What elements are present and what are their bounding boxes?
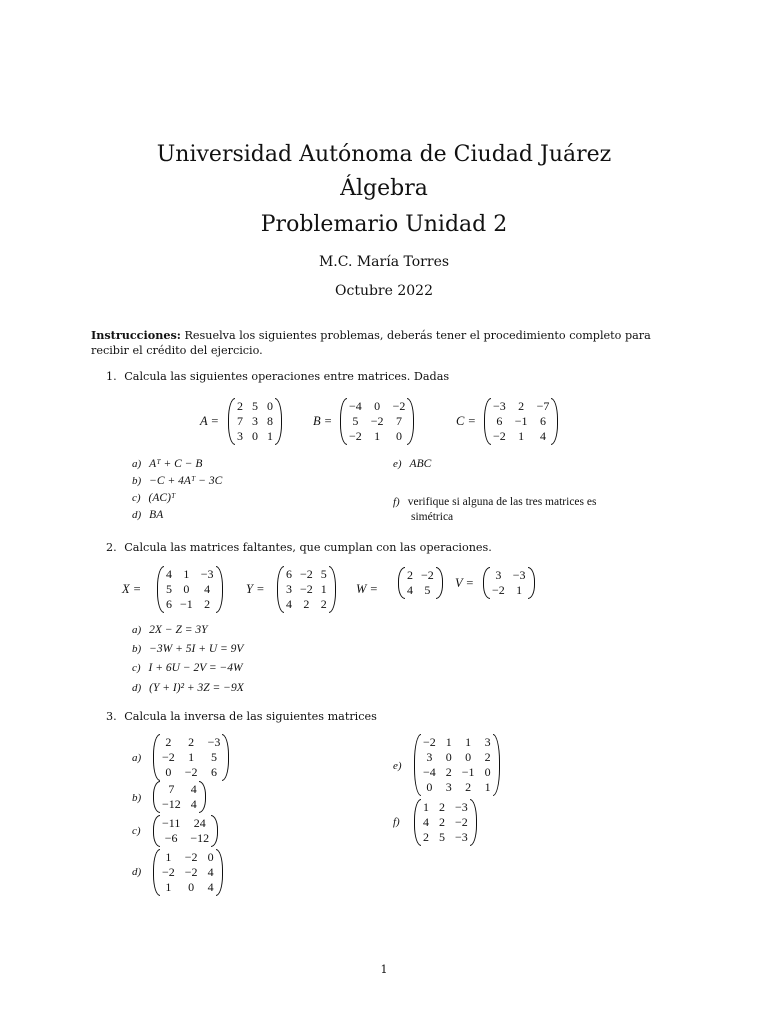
matrix-entry: 1 — [374, 429, 381, 443]
matrix-entry: 1 — [423, 800, 429, 814]
right-paren — [329, 566, 336, 613]
problem-3-heading — [106, 709, 377, 724]
matrix-entry: 7 — [237, 414, 243, 428]
matrix-name: V = — [455, 576, 474, 590]
p2-item-c — [132, 662, 243, 674]
p1-item-b — [132, 475, 222, 487]
matrix-entry: −2 — [421, 568, 434, 582]
left-paren — [153, 815, 160, 847]
matrix-entry: 6 — [286, 567, 292, 581]
left-paren — [398, 567, 405, 599]
item-label: f) — [393, 816, 400, 828]
matrix-entry: −3 — [455, 830, 468, 844]
matrix-entry: 2 — [484, 750, 491, 764]
right-paren — [436, 567, 443, 599]
p1-item-e — [393, 458, 431, 470]
left-paren — [414, 799, 421, 846]
matrix-entry: 0 — [165, 765, 172, 779]
matrix-entry: −2 — [492, 583, 505, 597]
item-expression: −3W + 5I + U = 9V — [149, 643, 244, 655]
matrix-entry: 4 — [423, 815, 429, 829]
matrix-entry: 2 — [320, 597, 327, 611]
right-paren — [551, 398, 558, 445]
left-paren — [484, 398, 491, 445]
matrix-entry: 1 — [320, 582, 327, 596]
matrix-entry: 5 — [210, 750, 217, 764]
item-expression: Aᵀ + C − B — [149, 458, 203, 470]
instructions — [91, 328, 671, 358]
matrix-entry: 4 — [204, 582, 211, 596]
matrix-entry: 1 — [465, 735, 472, 749]
matrix-entry: 0 — [267, 399, 273, 413]
matrix-entry: −1 — [461, 765, 475, 779]
matrix-entry: 0 — [183, 582, 190, 596]
item-label: e) — [393, 760, 402, 772]
matrix-name: X = — [122, 582, 142, 596]
matrix — [398, 567, 443, 599]
right-paren — [528, 567, 535, 599]
matrix-entry: −2 — [455, 815, 468, 829]
left-paren — [153, 734, 160, 781]
matrix-entry: 2 — [465, 780, 472, 794]
matrix-entry: −3 — [493, 399, 506, 413]
item-label: b) — [132, 475, 142, 487]
matrix-entry: −3 — [200, 567, 214, 581]
left-paren — [340, 398, 347, 445]
matrix-entry: 4 — [166, 567, 172, 581]
matrix-entry: 1 — [267, 429, 273, 443]
left-paren — [277, 566, 284, 613]
item-expression: 2X − Z = 3Y — [149, 624, 208, 636]
matrix — [153, 849, 223, 896]
matrix-entry: 3 — [286, 582, 292, 596]
matrix-entry: 1 — [516, 583, 523, 597]
matrix — [483, 567, 535, 599]
right-paren — [216, 849, 223, 896]
matrix-entry: 4 — [190, 797, 197, 811]
matrix — [414, 799, 477, 846]
matrix-entry: 4 — [539, 429, 546, 443]
item-expression-2: simétrica — [411, 511, 454, 523]
matrix-entry: 5 — [320, 567, 327, 581]
matrix-entry: −12 — [162, 797, 181, 811]
matrix-entry: −2 — [162, 865, 175, 879]
left-paren — [414, 734, 421, 796]
matrix — [153, 815, 218, 847]
university-title: Universidad Autónoma de Ciudad Juárez — [156, 142, 612, 167]
left-paren — [153, 849, 160, 896]
matrix-entry: −2 — [300, 582, 313, 596]
matrix-entry: 2 — [407, 568, 413, 582]
matrix — [228, 398, 282, 445]
date: Octubre 2022 — [335, 283, 433, 299]
matrix — [157, 566, 223, 613]
matrix-entry: −2 — [184, 865, 198, 879]
right-paren — [199, 781, 206, 813]
p1-item-f — [393, 495, 663, 525]
instructions-text: Resuelva los siguientes problemas, deberás tener el procedimiento completo para — [184, 329, 651, 342]
matrix-entry: 2 — [445, 765, 452, 779]
subject-title: Álgebra — [340, 176, 428, 201]
right-paren — [222, 734, 229, 781]
p1-item-c — [132, 492, 175, 504]
matrix-entry: 8 — [267, 414, 273, 428]
matrix-entry: −3 — [207, 735, 221, 749]
item-label: a) — [132, 624, 142, 636]
matrix-entry: 6 — [496, 414, 503, 428]
matrix-entry: 1 — [445, 735, 452, 749]
item-expression: −C + 4Aᵀ − 3C — [149, 475, 223, 487]
matrix — [414, 734, 500, 796]
matrix-entry: 5 — [424, 583, 431, 597]
matrix-entry: 0 — [484, 765, 491, 779]
problem-1-heading — [106, 369, 449, 384]
matrix-name: B = — [313, 414, 333, 428]
problem-text: Calcula las siguientes operaciones entre matrices. Dadas — [124, 370, 450, 383]
matrix-entry: 2 — [165, 735, 172, 749]
matrix-entry: 3 — [237, 429, 243, 443]
matrix — [340, 398, 414, 445]
matrix-entry: 7 — [168, 782, 175, 796]
matrix-entry: 2 — [439, 800, 445, 814]
matrix-name: W = — [356, 582, 378, 596]
right-paren — [275, 398, 282, 445]
matrix-entry: −1 — [180, 597, 193, 611]
matrix-entry: −2 — [184, 850, 198, 864]
matrix-entry: 6 — [539, 414, 546, 428]
matrix-entry: −12 — [190, 831, 210, 845]
matrix-entry: 3 — [426, 750, 433, 764]
item-label: f) — [393, 496, 400, 508]
item-expression: BA — [149, 509, 164, 521]
matrix-entry: −2 — [392, 399, 406, 413]
matrix-entry: 0 — [252, 429, 258, 443]
matrix-entry: 2 — [423, 830, 429, 844]
matrix — [484, 398, 558, 445]
matrix-entry: 3 — [484, 735, 491, 749]
matrix-entry: 0 — [207, 850, 214, 864]
matrix-entry: 2 — [439, 815, 445, 829]
item-label: c) — [132, 492, 141, 504]
p1-item-a — [132, 458, 202, 470]
problem-2-heading — [106, 540, 492, 555]
matrix-entry: 0 — [395, 429, 402, 443]
p2-item-b — [132, 643, 243, 655]
matrix-entry: −2 — [300, 567, 313, 581]
item-label: b) — [132, 643, 142, 655]
unit-title: Problemario Unidad 2 — [260, 212, 508, 237]
matrix-entry: −3 — [455, 800, 468, 814]
matrix-entry: −2 — [423, 735, 436, 749]
matrix — [153, 734, 229, 781]
item-label: d) — [132, 509, 142, 521]
matrix-entry: −4 — [349, 399, 362, 413]
problem-text: Calcula la inversa de las siguientes matrices — [124, 710, 377, 723]
matrix-entry: 7 — [395, 414, 402, 428]
item-expression: ABC — [409, 458, 432, 470]
instructions-text-2: recibir el crédito del ejercicio. — [91, 344, 263, 357]
matrix-entry: −2 — [370, 414, 384, 428]
matrix-entry: −7 — [536, 399, 550, 413]
matrix-entry: 0 — [445, 750, 452, 764]
matrix-entry: 4 — [190, 782, 197, 796]
matrix-entry: −2 — [493, 429, 506, 443]
p2-item-d — [132, 682, 244, 694]
author: M.C. María Torres — [318, 254, 450, 270]
item-label: a) — [132, 752, 142, 764]
matrix-entry: 0 — [188, 880, 195, 894]
matrix-entry: 6 — [166, 597, 172, 611]
matrix-entry: 2 — [204, 597, 211, 611]
item-label: a) — [132, 458, 142, 470]
problem-number: 1. — [106, 370, 117, 383]
right-paren — [470, 799, 477, 846]
item-expression: I + 6U − 2V = −4W — [148, 662, 243, 674]
p2-item-a — [132, 624, 208, 636]
matrix-entry: 1 — [484, 780, 491, 794]
matrix-entry: 1 — [165, 850, 172, 864]
matrix-entry: 1 — [165, 880, 172, 894]
matrix-entry: 5 — [439, 830, 445, 844]
instructions-label: Instrucciones: — [91, 328, 181, 342]
matrix-entry: 6 — [210, 765, 217, 779]
matrix-entry: 3 — [252, 414, 258, 428]
right-paren — [216, 566, 223, 613]
matrix-name: C = — [456, 414, 476, 428]
matrix-entry: 2 — [188, 735, 195, 749]
matrix-entry: −6 — [164, 831, 178, 845]
matrix-entry: 1 — [188, 750, 195, 764]
problem-text: Calcula las matrices faltantes, que cumplan con las operaciones. — [124, 541, 492, 554]
matrix — [153, 781, 206, 813]
matrix-entry: −2 — [162, 750, 175, 764]
matrix-name: A = — [200, 414, 219, 428]
right-paren — [211, 815, 218, 847]
matrix-entry: 5 — [166, 582, 172, 596]
matrix-entry: 4 — [286, 597, 292, 611]
right-paren — [493, 734, 500, 796]
item-label: c) — [132, 825, 141, 837]
item-label: b) — [132, 792, 142, 804]
matrix-entry: 3 — [495, 568, 502, 582]
matrix-entry: 5 — [252, 399, 258, 413]
matrix-entry: −4 — [423, 765, 436, 779]
matrix-entry: 0 — [374, 399, 381, 413]
matrix-entry: −1 — [514, 414, 528, 428]
page-number: 1 — [380, 963, 388, 976]
left-paren — [153, 781, 160, 813]
item-expression: (AC)ᵀ — [148, 492, 176, 504]
matrix-entry: 2 — [518, 399, 525, 413]
matrix-entry: 4 — [207, 865, 214, 879]
left-paren — [228, 398, 235, 445]
p1-item-d — [132, 509, 163, 521]
item-expression: verifique si alguna de las tres matrices es — [407, 496, 597, 508]
matrix-entry: 5 — [352, 414, 359, 428]
problem-number: 2. — [106, 541, 117, 554]
matrix-entry: −3 — [512, 568, 526, 582]
matrix-entry: −2 — [184, 765, 198, 779]
item-label: c) — [132, 662, 141, 674]
matrix-entry: −11 — [162, 816, 181, 830]
item-label: d) — [132, 682, 142, 694]
matrix-entry: 2 — [303, 597, 310, 611]
item-expression: (Y + I)² + 3Z = −9X — [149, 682, 244, 694]
matrix-entry: 3 — [445, 780, 452, 794]
right-paren — [407, 398, 414, 445]
matrix-entry: −2 — [349, 429, 362, 443]
matrix-entry: 1 — [518, 429, 525, 443]
item-label: d) — [132, 866, 142, 878]
matrix-entry: 1 — [183, 567, 190, 581]
matrix-entry: 0 — [426, 780, 433, 794]
left-paren — [157, 566, 164, 613]
matrix-entry: 0 — [465, 750, 472, 764]
left-paren — [483, 567, 490, 599]
item-label: e) — [393, 458, 402, 470]
matrix-entry: 2 — [237, 399, 243, 413]
problem-number: 3. — [106, 710, 117, 723]
matrix — [277, 566, 336, 613]
matrix-entry: 24 — [193, 816, 206, 830]
matrix-name: Y = — [246, 582, 265, 596]
matrix-entry: 4 — [207, 880, 214, 894]
matrix-entry: 4 — [407, 583, 413, 597]
